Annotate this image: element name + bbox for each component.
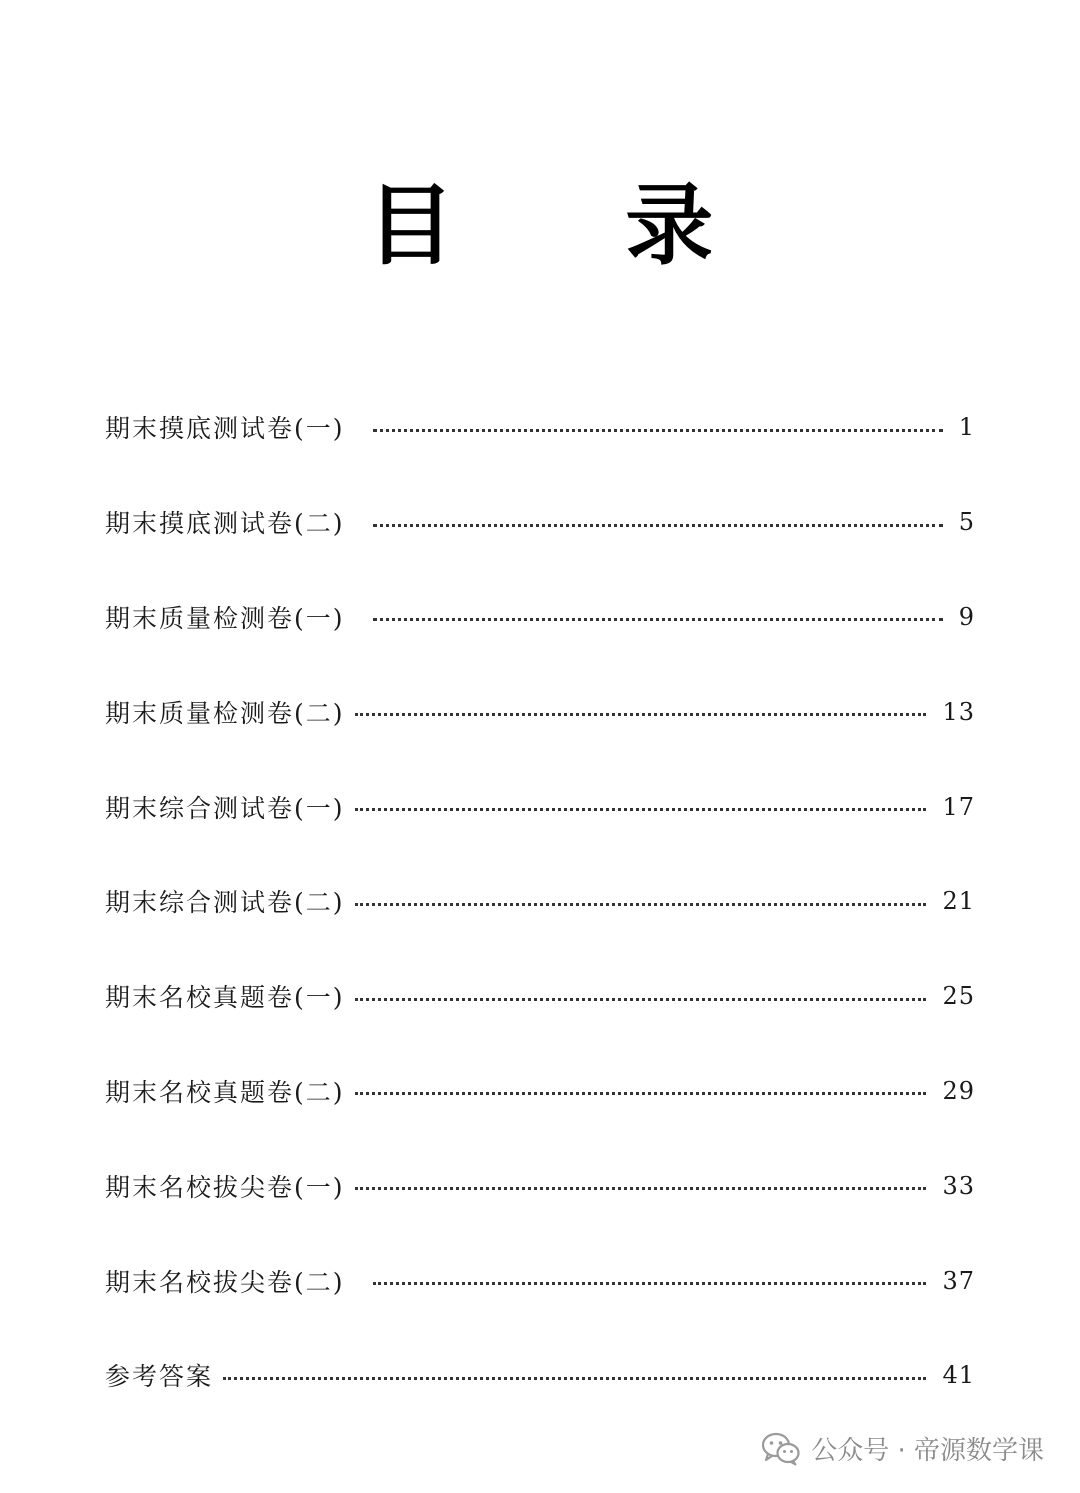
wechat-icon [761,1432,801,1466]
toc-row[interactable] [105,1044,975,1139]
toc-leader-dots [373,524,943,527]
toc-leader-dots [355,713,927,716]
toc-entry-label: 期末质量检测卷(一) [105,603,345,633]
toc-entry-label: 期末综合测试卷(一) [105,793,345,823]
toc-page-number: 29 [942,1076,975,1105]
toc-row[interactable] [105,759,975,854]
toc-row[interactable] [105,854,975,949]
toc-leader-dots [355,808,927,811]
toc-page-number: 33 [942,1171,975,1200]
toc-leader-dots [373,618,943,621]
toc-row[interactable] [105,380,975,475]
toc-entry-label: 参考答案 [105,1362,214,1392]
toc-row[interactable] [105,475,975,570]
toc-leader-dots [355,998,927,1001]
toc-entry-label: 期末名校真题卷(一) [105,983,345,1013]
toc-leader-dots [373,1282,927,1285]
toc-entry-label: 期末质量检测卷(二) [105,698,345,728]
toc-entry-label: 期末名校真题卷(二) [105,1077,345,1107]
toc-entry-label: 期末综合测试卷(二) [105,888,345,918]
watermark [761,1430,1044,1467]
toc-page-number: 5 [958,508,975,537]
toc-row[interactable] [105,1138,975,1233]
toc-entry-label: 期末摸底测试卷(一) [105,414,345,444]
watermark-text: 公众号 · 帝源数学课 [811,1436,1044,1466]
toc-row[interactable] [105,1233,975,1328]
page-title: 目 录 [366,173,784,277]
toc-leader-dots [223,1377,926,1380]
toc-row[interactable] [105,570,975,665]
toc-page-number: 41 [942,1361,975,1390]
toc-entry-label: 期末摸底测试卷(二) [105,509,345,539]
toc-page-number: 17 [942,792,975,821]
toc-row[interactable] [105,949,975,1044]
toc-page-number: 25 [942,982,975,1011]
toc-row[interactable] [105,1328,975,1423]
toc-leader-dots [355,1092,927,1095]
toc-page-number: 37 [942,1266,975,1295]
toc-entry-label: 期末名校拔尖卷(一) [105,1172,345,1202]
toc-leader-dots [355,903,927,906]
toc-leader-dots [373,429,943,432]
table-of-contents [105,380,975,1423]
toc-row[interactable] [105,664,975,759]
toc-page-number: 9 [958,602,975,631]
toc-leader-dots [355,1187,927,1190]
toc-page-number: 13 [942,697,975,726]
toc-page-number: 21 [942,887,975,916]
toc-page-number: 1 [958,413,975,442]
toc-entry-label: 期末名校拔尖卷(二) [105,1267,345,1297]
